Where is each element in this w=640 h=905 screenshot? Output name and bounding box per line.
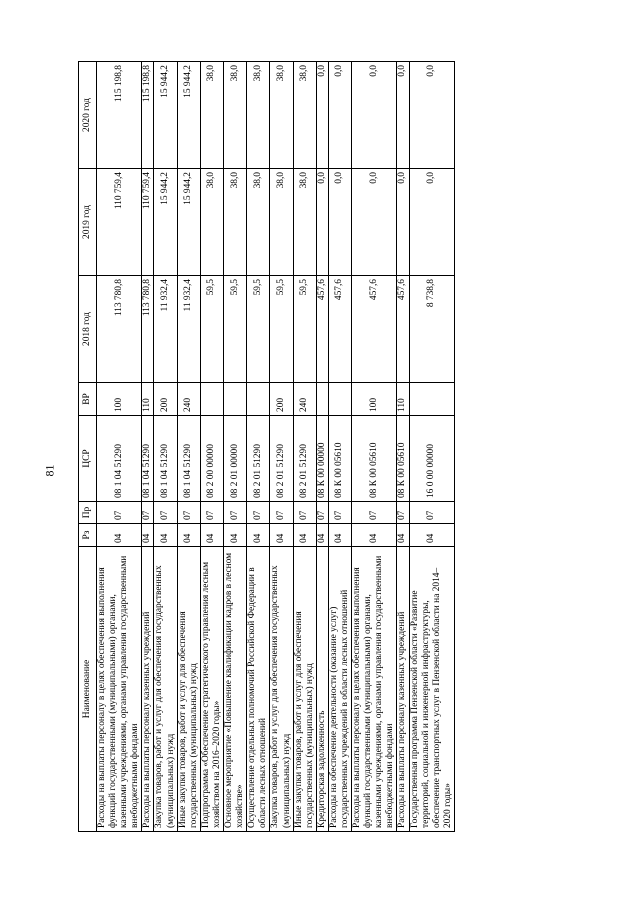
row-2018: 11 932,4 [154, 276, 177, 383]
row-name: Расходы на выплаты персоналу в целях обеспечения выполнения функций государственными (муниципальными) органами, казенными учреждениями, органами управления государственными внебюджетными фондами [352, 547, 397, 832]
row-2020: 38,0 [200, 62, 223, 169]
row-pr: 07 [352, 502, 397, 524]
row-vr [409, 383, 454, 416]
row-name: Иные закупки товаров, работ и услуг для обеспечения государственных (муниципальных) нужд [177, 547, 200, 832]
table-header-row [79, 62, 97, 832]
row-rz: 04 [154, 524, 177, 547]
row-2020: 15 944,2 [177, 62, 200, 169]
row-name: Основное мероприятие «Повышение квалификации кадров в лесном хозяйстве» [224, 547, 247, 832]
row-2019: 38,0 [247, 169, 270, 276]
row-name: Закупка товаров, работ и услуг для обеспечения государственных (муниципальных) нужд [270, 547, 293, 832]
row-2020: 115 198,8 [142, 62, 154, 169]
row-rz: 04 [293, 524, 316, 547]
row-csr: 08 К 00 05610 [328, 416, 351, 502]
row-2018: 457,6 [316, 276, 328, 383]
row-2020: 0,0 [409, 62, 454, 169]
row-pr: 07 [328, 502, 351, 524]
row-2019: 15 944,2 [154, 169, 177, 276]
row-2019: 38,0 [293, 169, 316, 276]
row-name: Расходы на выплаты персоналу в целях обеспечения выполнения функций государственными (муниципальными) органами, казенными учреждениями, органами управления государственными внебюджетными фондами [97, 547, 142, 832]
row-name: Расходы на выплаты персоналу казенных учреждений [142, 547, 154, 832]
row-2020: 38,0 [270, 62, 293, 169]
header-pr: Пр [79, 502, 97, 524]
row-name: Закупка товаров, работ и услуг для обеспечения государственных (муниципальных) нужд [154, 547, 177, 832]
row-csr: 08 К 00 00000 [316, 416, 328, 502]
row-csr: 08 К 00 05610 [397, 416, 409, 502]
table-row [177, 62, 200, 832]
header-2019: 2019 год [79, 169, 97, 276]
row-csr: 08 2 01 51290 [270, 416, 293, 502]
table-row [247, 62, 270, 832]
row-2019: 38,0 [270, 169, 293, 276]
row-csr: 08 2 01 00000 [224, 416, 247, 502]
row-2020: 0,0 [316, 62, 328, 169]
row-name: Государственная программа Пензенской области «Развитие территорий, социальной и инженерной инфраструктуры, обеспечение транспортных услуг в Пензенской области на 2014–2020 годы» [409, 547, 454, 832]
row-pr: 07 [316, 502, 328, 524]
row-csr: 08 К 00 05610 [352, 416, 397, 502]
row-2020: 0,0 [352, 62, 397, 169]
row-vr: 240 [177, 383, 200, 416]
header-name: Наименование [79, 547, 97, 832]
row-vr [247, 383, 270, 416]
row-csr: 08 2 01 51290 [293, 416, 316, 502]
header-2020: 2020 год [79, 62, 97, 169]
row-2020: 38,0 [293, 62, 316, 169]
row-vr: 200 [270, 383, 293, 416]
row-2018: 457,6 [328, 276, 351, 383]
row-csr: 08 1 04 51290 [177, 416, 200, 502]
row-name: Иные закупки товаров, работ и услуг для обеспечения государственных (муниципальных) нужд [293, 547, 316, 832]
row-2019: 0,0 [397, 169, 409, 276]
row-pr: 07 [270, 502, 293, 524]
table-row [154, 62, 177, 832]
table-row [224, 62, 247, 832]
row-2018: 457,6 [352, 276, 397, 383]
table-row [397, 62, 409, 832]
row-csr: 08 1 04 51290 [142, 416, 154, 502]
row-2019: 0,0 [409, 169, 454, 276]
row-csr: 16 0 00 00000 [409, 416, 454, 502]
row-vr [328, 383, 351, 416]
row-2019: 110 759,4 [97, 169, 142, 276]
table-row [200, 62, 223, 832]
row-2020: 0,0 [397, 62, 409, 169]
budget-table-container [78, 62, 558, 832]
row-vr: 240 [293, 383, 316, 416]
row-vr [316, 383, 328, 416]
table-row [142, 62, 154, 832]
budget-table [78, 61, 455, 832]
row-2020: 15 944,2 [154, 62, 177, 169]
row-2018: 8 738,8 [409, 276, 454, 383]
row-vr [200, 383, 223, 416]
header-vr: ВР [79, 383, 97, 416]
row-2020: 38,0 [247, 62, 270, 169]
row-pr: 07 [154, 502, 177, 524]
row-2019: 110 759,4 [142, 169, 154, 276]
table-row [352, 62, 397, 832]
row-name: Осуществление отдельных полномочий Российской Федерации в области лесных отношений [247, 547, 270, 832]
row-pr: 07 [177, 502, 200, 524]
row-vr: 100 [352, 383, 397, 416]
row-2018: 59,5 [200, 276, 223, 383]
row-rz: 04 [200, 524, 223, 547]
row-pr: 07 [97, 502, 142, 524]
row-vr: 110 [397, 383, 409, 416]
row-2019: 38,0 [200, 169, 223, 276]
row-2018: 11 932,4 [177, 276, 200, 383]
row-rz: 04 [270, 524, 293, 547]
row-rz: 04 [177, 524, 200, 547]
row-2019: 0,0 [316, 169, 328, 276]
row-2018: 59,5 [293, 276, 316, 383]
row-csr: 08 1 04 51290 [97, 416, 142, 502]
row-2020: 38,0 [224, 62, 247, 169]
header-2018: 2018 год [79, 276, 97, 383]
table-row [409, 62, 454, 832]
row-2019: 15 944,2 [177, 169, 200, 276]
row-rz: 04 [397, 524, 409, 547]
row-pr: 07 [247, 502, 270, 524]
row-pr: 07 [409, 502, 454, 524]
row-2019: 38,0 [224, 169, 247, 276]
row-2018: 457,6 [397, 276, 409, 383]
row-name: Расходы на обеспечение деятельности (оказание услуг) государственных учреждений в области лесных отношений [328, 547, 351, 832]
row-csr: 08 2 00 00000 [200, 416, 223, 502]
row-2018: 113 780,8 [97, 276, 142, 383]
table-row [97, 62, 142, 832]
table-row [328, 62, 351, 832]
row-2019: 0,0 [352, 169, 397, 276]
row-2018: 59,5 [270, 276, 293, 383]
row-name: Расходы на выплаты персоналу казенных учреждений [397, 547, 409, 832]
header-rz: Рз [79, 524, 97, 547]
row-vr: 100 [97, 383, 142, 416]
row-pr: 07 [293, 502, 316, 524]
row-csr: 08 1 04 51290 [154, 416, 177, 502]
row-2020: 115 198,8 [97, 62, 142, 169]
row-pr: 07 [142, 502, 154, 524]
row-rz: 04 [316, 524, 328, 547]
row-csr: 08 2 01 51290 [247, 416, 270, 502]
table-row [293, 62, 316, 832]
row-2018: 59,5 [247, 276, 270, 383]
row-pr: 07 [224, 502, 247, 524]
row-name: Кредиторская задолженность [316, 547, 328, 832]
row-vr: 110 [142, 383, 154, 416]
row-rz: 04 [142, 524, 154, 547]
table-row [270, 62, 293, 832]
row-pr: 07 [397, 502, 409, 524]
row-rz: 04 [97, 524, 142, 547]
row-2020: 0,0 [328, 62, 351, 169]
header-csr: ЦСР [79, 416, 97, 502]
row-vr: 200 [154, 383, 177, 416]
row-name: Подпрограмма «Обеспечение стратегического управления лесным хозяйством на 2016–2020 годы» [200, 547, 223, 832]
row-vr [224, 383, 247, 416]
row-rz: 04 [409, 524, 454, 547]
row-2018: 113 780,8 [142, 276, 154, 383]
row-rz: 04 [247, 524, 270, 547]
table-row [316, 62, 328, 832]
row-rz: 04 [352, 524, 397, 547]
row-rz: 04 [328, 524, 351, 547]
row-2018: 59,5 [224, 276, 247, 383]
row-rz: 04 [224, 524, 247, 547]
page-number: 81 [42, 464, 57, 477]
row-2019: 0,0 [328, 169, 351, 276]
row-pr: 07 [200, 502, 223, 524]
